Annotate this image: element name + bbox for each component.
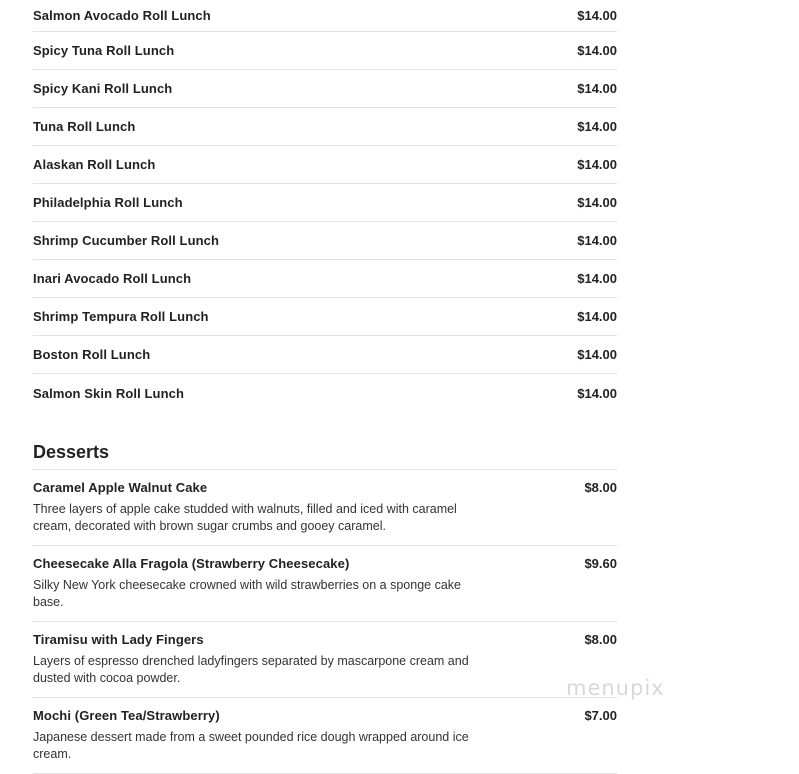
item-price: $14.00 <box>577 81 617 96</box>
menu-item <box>33 0 617 32</box>
item-description: Japanese dessert made from a sweet pounded rice dough wrapped around ice cream. <box>33 730 469 761</box>
item-name: Salmon Skin Roll Lunch <box>33 385 184 401</box>
item-name: Shrimp Tempura Roll Lunch <box>33 309 209 324</box>
item-name: Alaskan Roll Lunch <box>33 157 156 172</box>
item-name: Cheesecake Alla Fragola (Strawberry Cheesecake) <box>33 556 350 571</box>
menu-item <box>33 298 617 336</box>
item-price: $7.00 <box>584 708 617 723</box>
item-price: $9.60 <box>584 556 617 571</box>
item-description: Silky New York cheesecake crowned with wild strawberries on a sponge cake base. <box>33 578 461 609</box>
item-description: Layers of espresso drenched ladyfingers separated by mascarpone cream and dusted with cocoa powder. <box>33 654 469 685</box>
item-price: $14.00 <box>577 195 617 210</box>
menu-item <box>33 32 617 70</box>
section-title-desserts: Desserts <box>33 441 617 470</box>
menu-item <box>33 108 617 146</box>
menu-item <box>33 260 617 298</box>
item-name: Shrimp Cucumber Roll Lunch <box>33 233 220 248</box>
menu-item <box>33 146 617 184</box>
item-price: $14.00 <box>577 43 617 58</box>
item-name: Boston Roll Lunch <box>33 347 151 362</box>
item-name: Tuna Roll Lunch <box>33 119 136 134</box>
menu-item <box>33 336 617 374</box>
menu-item <box>33 622 617 698</box>
menu-item <box>33 698 617 774</box>
item-price: $14.00 <box>577 385 617 401</box>
watermark-logo: menupix <box>566 676 665 700</box>
menu-item <box>33 374 617 412</box>
item-price: $14.00 <box>577 157 617 172</box>
item-price: $14.00 <box>577 119 617 134</box>
item-name: Spicy Tuna Roll Lunch <box>33 43 175 58</box>
item-price: $14.00 <box>577 309 617 324</box>
item-name: Mochi (Green Tea/Strawberry) <box>33 708 220 723</box>
item-name: Spicy Kani Roll Lunch <box>33 81 173 96</box>
item-name: Inari Avocado Roll Lunch <box>33 271 192 286</box>
rolls-section <box>33 0 617 412</box>
item-price: $14.00 <box>577 347 617 362</box>
item-description: Three layers of apple cake studded with walnuts, filled and iced with caramel cream, decorated with brown sugar crumbs and gooey caramel. <box>33 502 457 533</box>
item-name: Salmon Avocado Roll Lunch <box>33 8 211 23</box>
desserts-section <box>33 470 617 774</box>
item-price: $14.00 <box>577 271 617 286</box>
menu-list <box>33 0 617 774</box>
menu-item <box>33 470 617 546</box>
menu-item <box>33 222 617 260</box>
item-name: Caramel Apple Walnut Cake <box>33 480 208 495</box>
menu-item <box>33 546 617 622</box>
item-name: Tiramisu with Lady Fingers <box>33 632 204 647</box>
menu-item <box>33 70 617 108</box>
menu-item <box>33 184 617 222</box>
item-price: $8.00 <box>584 632 617 647</box>
item-price: $8.00 <box>584 480 617 495</box>
item-price: $14.00 <box>577 233 617 248</box>
item-price: $14.00 <box>577 8 617 23</box>
item-name: Philadelphia Roll Lunch <box>33 195 183 210</box>
